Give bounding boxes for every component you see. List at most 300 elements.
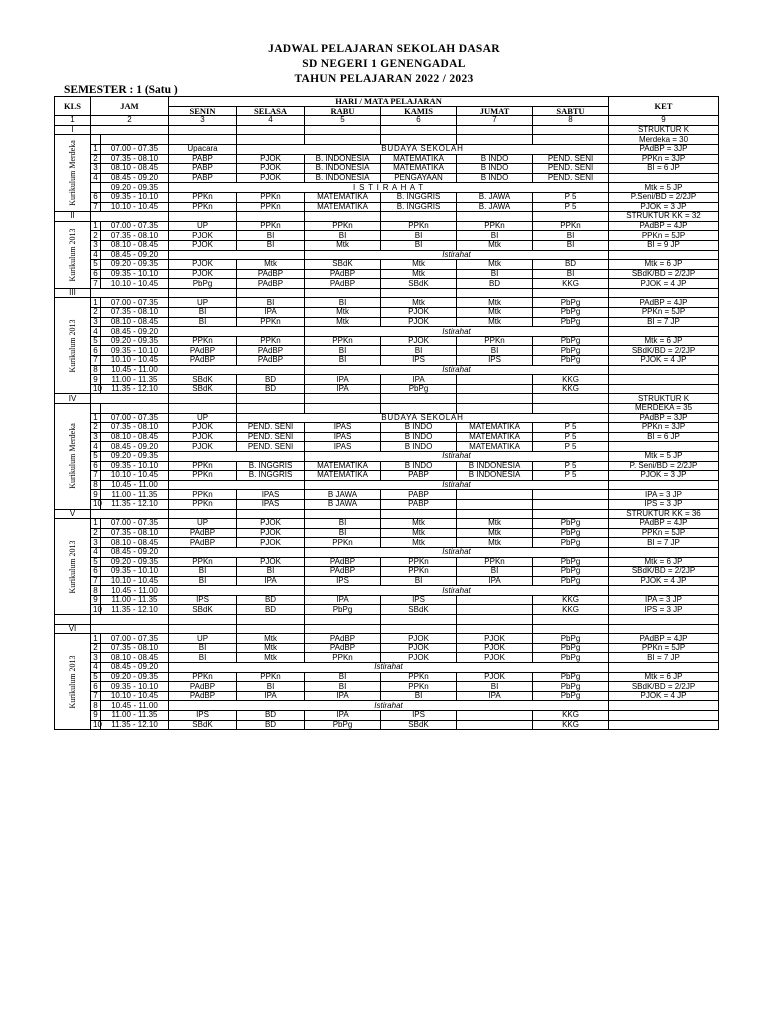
subject-cell: BI (381, 231, 457, 241)
subject-cell: PbPg (533, 691, 609, 701)
blank-cell (237, 615, 305, 625)
subject-cell: PPKn (237, 672, 305, 682)
subject-cell: Mtk (305, 240, 381, 250)
schedule-row (55, 691, 719, 701)
subject-cell (457, 595, 533, 605)
ket-cell: BI = 7 JP (609, 538, 719, 548)
subject-cell: PbPg (533, 356, 609, 366)
subject-cell: PJOK (237, 519, 305, 529)
kurikulum-label: Kurikulum Merdeka (67, 140, 77, 207)
subject-cell: Mtk (381, 260, 457, 270)
schedule-row (55, 260, 719, 270)
ket-cell: PPKn = 5JP (609, 308, 719, 318)
istirahat-cell: Istirahat (305, 327, 609, 337)
ket-cell (609, 375, 719, 385)
period-number: 8 (91, 701, 101, 711)
blank-cell (609, 615, 719, 625)
col-number: 7 (457, 116, 533, 126)
subject-cell: IPS (169, 595, 237, 605)
period-number: 9 (91, 375, 101, 385)
schedule-row (55, 240, 719, 250)
budaya-sekolah-cell: BUDAYA SEKOLAH (237, 144, 609, 154)
ket-cell: Mtk = 5 JP (609, 451, 719, 461)
subject-cell: PPKn (381, 567, 457, 577)
col-number: 6 (381, 116, 457, 126)
subject-cell: IPS (457, 356, 533, 366)
subject-cell: B INDO (381, 432, 457, 442)
blank-cell (169, 509, 237, 519)
period-time: 11.00 - 11.35 (101, 711, 169, 721)
subject-cell: IPS (381, 356, 457, 366)
period-time: 11.00 - 11.35 (101, 375, 169, 385)
ket-cell: PPKn = 5JP (609, 643, 719, 653)
subject-cell: PJOK (169, 260, 237, 270)
subject-cell: PAdBP (237, 269, 305, 279)
istirahat-cell: Istirahat (305, 365, 609, 375)
period-time: 10.10 - 10.45 (101, 576, 169, 586)
subject-cell: PAdBP (237, 356, 305, 366)
blank-cell (457, 394, 533, 404)
period-number: 7 (91, 202, 101, 212)
subject-cell: P 5 (533, 442, 609, 452)
subject-cell: UP (169, 519, 237, 529)
period-number: 5 (91, 451, 101, 461)
subject-cell: Mtk (457, 528, 533, 538)
subject-cell: PPKn (237, 336, 305, 346)
subject-cell: BD (457, 279, 533, 289)
kurikulum-label: Kurikulum 2013 (67, 540, 77, 594)
subject-cell: SBdK (169, 375, 237, 385)
subject-cell (457, 720, 533, 730)
period-time: 11.35 - 12.10 (101, 384, 169, 394)
subject-cell: BI (381, 691, 457, 701)
class-name: I (55, 125, 91, 135)
subject-cell: Mtk (457, 317, 533, 327)
subject-cell: PPKn (381, 682, 457, 692)
schedule-row (55, 404, 719, 414)
day-header: RABU (305, 106, 381, 116)
subject-cell: IPS (169, 711, 237, 721)
subject-cell: PbPg (305, 720, 381, 730)
period-number: 3 (91, 538, 101, 548)
subject-cell: PbPg (381, 384, 457, 394)
subject-cell: UP (169, 298, 237, 308)
subject-cell: PAdBP (169, 691, 237, 701)
period-number (91, 135, 101, 145)
ket-cell: PJOK = 4 JP (609, 576, 719, 586)
kurikulum-cell (55, 404, 91, 510)
ket-cell: IPA = 3 JP (609, 490, 719, 500)
period-time: 10.45 - 11.00 (101, 586, 169, 596)
subject-cell: Mtk (457, 260, 533, 270)
col-number: 4 (237, 116, 305, 126)
ket-cell: Mtk = 5 JP (609, 183, 719, 193)
subject-cell: PABP (169, 164, 237, 174)
subject-cell: B. INDONESIA (305, 154, 381, 164)
blank-cell (55, 615, 91, 625)
subject-cell: PbPg (533, 672, 609, 682)
blank-cell (457, 624, 533, 634)
class-title-row (55, 288, 719, 298)
subject-cell: PJOK (381, 308, 457, 318)
schedule-row (55, 576, 719, 586)
subject-cell: PPKn (457, 336, 533, 346)
subject-cell: PAdBP (305, 643, 381, 653)
subject-cell: Mtk (237, 643, 305, 653)
subject-cell: Mtk (237, 634, 305, 644)
blank-cell (169, 212, 237, 222)
subject-cell (533, 490, 609, 500)
blank-cell (169, 125, 237, 135)
period-time: 08.45 - 09.20 (101, 547, 169, 557)
class-title-row (55, 509, 719, 519)
subject-cell: BI (457, 231, 533, 241)
subject-cell: B. INGGRIS (381, 192, 457, 202)
subject-cell: PEND. SENI (237, 432, 305, 442)
blank-cell (305, 624, 381, 634)
period-time: 09.20 - 09.35 (101, 183, 169, 193)
period-number: 6 (91, 269, 101, 279)
subject-cell: IPS (381, 711, 457, 721)
subject-cell: PAdBP (305, 634, 381, 644)
subject-cell: P 5 (533, 432, 609, 442)
period-time: 07.35 - 08.10 (101, 231, 169, 241)
subject-cell: PAdBP (237, 346, 305, 356)
subject-cell: MATEMATIKA (305, 202, 381, 212)
period-time: 10.10 - 10.45 (101, 471, 169, 481)
ket-cell: Mtk = 6 JP (609, 260, 719, 270)
class-title-row (55, 212, 719, 222)
day-header: KAMIS (381, 106, 457, 116)
title-line-3: TAHUN PELAJARAN 2022 / 2023 (294, 73, 474, 85)
subject-cell: BI (237, 682, 305, 692)
class-name: V (55, 509, 91, 519)
subject-cell: PPKn (381, 672, 457, 682)
subject-cell: PJOK (381, 643, 457, 653)
period-time: 08.10 - 08.45 (101, 538, 169, 548)
ket-cell (609, 547, 719, 557)
subject-cell: PJOK (381, 336, 457, 346)
period-time: 09.35 - 10.10 (101, 567, 169, 577)
subject-cell: PJOK (457, 643, 533, 653)
period-number: 1 (91, 221, 101, 231)
schedule-row (55, 221, 719, 231)
subject-cell: IPAS (305, 432, 381, 442)
subject-cell (381, 135, 457, 145)
ket-cell (609, 701, 719, 711)
subject-cell: B. INGGRIS (237, 461, 305, 471)
day-header: SELASA (237, 106, 305, 116)
subject-cell: SBdK (169, 720, 237, 730)
period-time: 08.10 - 08.45 (101, 164, 169, 174)
period-time: 07.35 - 08.10 (101, 423, 169, 433)
period-number: 6 (91, 682, 101, 692)
class-name: IV (55, 394, 91, 404)
schedule-row (55, 519, 719, 529)
schedule-row (55, 202, 719, 212)
blank-cell (457, 125, 533, 135)
subject-cell (533, 135, 609, 145)
period-number: 3 (91, 164, 101, 174)
schedule-row (55, 461, 719, 471)
ket-cell: BI = 6 JP (609, 432, 719, 442)
schedule-row (55, 547, 719, 557)
ket-cell: PAdBP = 4JP (609, 634, 719, 644)
subject-cell: B INDONESIA (457, 461, 533, 471)
period-time: 08.10 - 08.45 (101, 432, 169, 442)
schedule-row (55, 480, 719, 490)
subject-cell: Mtk (381, 269, 457, 279)
subject-cell (457, 375, 533, 385)
ket-cell (609, 663, 719, 673)
blank-cell (91, 394, 169, 404)
ket-cell: Merdeka = 30 (609, 135, 719, 145)
blank-cell (457, 212, 533, 222)
period-time: 09.20 - 09.35 (101, 672, 169, 682)
subject-cell: PPKn (381, 221, 457, 231)
col-number: 8 (533, 116, 609, 126)
kurikulum-label: Kurikulum Merdeka (67, 423, 77, 490)
subject-cell (533, 499, 609, 509)
subject-cell: PJOK (237, 164, 305, 174)
blank-cell (169, 365, 305, 375)
subject-cell: PPKn (381, 557, 457, 567)
subject-cell: BI (381, 346, 457, 356)
subject-cell: PEND. SENI (237, 442, 305, 452)
subject-cell: IPS (305, 576, 381, 586)
subject-cell: B. INDONESIA (305, 164, 381, 174)
subject-cell: PJOK (457, 653, 533, 663)
subject-cell: BD (533, 260, 609, 270)
subject-cell: Mtk (457, 308, 533, 318)
istirahat-cell: Istirahat (169, 663, 609, 673)
col-ket-header: KET (609, 97, 719, 116)
subject-cell: B. JAWA (457, 202, 533, 212)
blank-cell (305, 394, 381, 404)
period-time (101, 135, 169, 145)
subject-cell (169, 404, 237, 414)
schedule-row (55, 682, 719, 692)
subject-cell: PPKn (169, 202, 237, 212)
blank-cell (381, 394, 457, 404)
period-time: 07.35 - 08.10 (101, 528, 169, 538)
subject-cell: BI (381, 576, 457, 586)
subject-cell: PPKn (237, 221, 305, 231)
subject-cell: PABP (381, 471, 457, 481)
subject-cell: B. INGGRIS (381, 202, 457, 212)
subject-cell: PPKn (305, 653, 381, 663)
schedule-row (55, 154, 719, 164)
subject-cell: PJOK (169, 442, 237, 452)
ket-cell (609, 720, 719, 730)
subject-cell: B INDO (381, 461, 457, 471)
period-time: 08.10 - 08.45 (101, 240, 169, 250)
subject-cell: Mtk (381, 528, 457, 538)
blank-cell (533, 125, 609, 135)
subject-cell: P 5 (533, 192, 609, 202)
subject-cell: B INDO (381, 423, 457, 433)
subject-cell (305, 135, 381, 145)
subject-cell: SBdK (305, 260, 381, 270)
subject-cell: PAdBP (237, 279, 305, 289)
subject-cell: IPA (237, 576, 305, 586)
subject-cell: BI (457, 567, 533, 577)
blank-cell (305, 288, 381, 298)
schedule-table (54, 96, 719, 730)
subject-cell: SBdK (169, 605, 237, 615)
ket-cell (609, 624, 719, 634)
schedule-row (55, 605, 719, 615)
blank-cell (237, 288, 305, 298)
subject-cell: PJOK (381, 634, 457, 644)
blank-cell (169, 615, 237, 625)
subject-cell: P 5 (533, 423, 609, 433)
period-time: 09.35 - 10.10 (101, 461, 169, 471)
schedule-row (55, 471, 719, 481)
period-number: 5 (91, 260, 101, 270)
ket-cell (609, 288, 719, 298)
ket-cell (609, 365, 719, 375)
period-time: 07.35 - 08.10 (101, 154, 169, 164)
subject-cell: PbPg (533, 557, 609, 567)
subject-cell: BI (533, 269, 609, 279)
subject-cell: Mtk (381, 519, 457, 529)
schedule-row (55, 173, 719, 183)
blank-cell (381, 509, 457, 519)
subject-cell (237, 135, 305, 145)
period-number: 3 (91, 653, 101, 663)
ket-cell: BI = 6 JP (609, 164, 719, 174)
period-time: 09.35 - 10.10 (101, 682, 169, 692)
subject-cell: P 5 (533, 461, 609, 471)
kurikulum-label: Kurikulum 2013 (67, 319, 77, 373)
subject-cell: MATEMATIKA (305, 192, 381, 202)
blank-cell (169, 327, 305, 337)
subject-cell: Mtk (457, 298, 533, 308)
subject-cell: Mtk (305, 317, 381, 327)
subject-cell (457, 711, 533, 721)
schedule-row (55, 365, 719, 375)
subject-cell: B. INGGRIS (237, 471, 305, 481)
blank-cell (169, 288, 237, 298)
schedule-row (55, 375, 719, 385)
subject-cell: PbPg (533, 528, 609, 538)
subject-cell: PbPg (533, 653, 609, 663)
period-time: 10.10 - 10.45 (101, 202, 169, 212)
title-line-2: SD NEGERI 1 GENENGADAL (302, 58, 466, 70)
period-number: 6 (91, 346, 101, 356)
schedule-row (55, 192, 719, 202)
period-time: 09.35 - 10.10 (101, 346, 169, 356)
ket-cell: Mtk = 6 JP (609, 557, 719, 567)
subject-cell: BI (457, 269, 533, 279)
ket-cell (609, 250, 719, 260)
subject-cell: B JAWA (305, 499, 381, 509)
period-number: 10 (91, 384, 101, 394)
schedule-row (55, 586, 719, 596)
subject-cell: PPKn (237, 317, 305, 327)
subject-cell: MATEMATIKA (457, 432, 533, 442)
schedule-row (55, 144, 719, 154)
subject-cell: KKG (533, 279, 609, 289)
subject-cell: PbPg (305, 605, 381, 615)
subject-cell: PbPg (533, 346, 609, 356)
period-number: 1 (91, 634, 101, 644)
subject-cell: Mtk (237, 260, 305, 270)
period-time: 09.20 - 09.35 (101, 451, 169, 461)
subject-cell: IPA (305, 691, 381, 701)
subject-cell: PbPg (533, 538, 609, 548)
subject-cell: PPKn (169, 499, 237, 509)
subject-cell: KKG (533, 384, 609, 394)
subject-cell: PbPg (533, 519, 609, 529)
period-time: 10.45 - 11.00 (101, 365, 169, 375)
kurikulum-cell (55, 135, 91, 212)
subject-cell (457, 384, 533, 394)
blank-cell (169, 480, 305, 490)
blank-cell (457, 509, 533, 519)
subject-cell: MATEMATIKA (457, 442, 533, 452)
ket-cell: IPS = 3 JP (609, 499, 719, 509)
subject-cell: BD (237, 605, 305, 615)
kurikulum-cell (55, 221, 91, 288)
ket-cell (609, 327, 719, 337)
subject-cell: PAdBP (169, 538, 237, 548)
schedule-row (55, 643, 719, 653)
subject-cell: Mtk (381, 298, 457, 308)
blank-cell (457, 615, 533, 625)
blank-cell (237, 125, 305, 135)
ket-cell: SBdK/BD = 2/2JP (609, 682, 719, 692)
subject-cell: MATEMATIKA (305, 471, 381, 481)
schedule-row (55, 538, 719, 548)
ket-cell: MERDEKA = 35 (609, 404, 719, 414)
ket-cell: Mtk = 6 JP (609, 672, 719, 682)
subject-cell: B INDO (457, 154, 533, 164)
schedule-row (55, 451, 719, 461)
period-number (91, 404, 101, 414)
subject-cell: Mtk (381, 538, 457, 548)
schedule-row (55, 442, 719, 452)
subject-cell: BI (305, 519, 381, 529)
period-time: 09.20 - 09.35 (101, 260, 169, 270)
period-number: 4 (91, 173, 101, 183)
period-number: 2 (91, 528, 101, 538)
blank-cell (237, 509, 305, 519)
subject-cell: PENGAYAAN (381, 173, 457, 183)
subject-cell: BD (237, 720, 305, 730)
subject-cell: BD (237, 595, 305, 605)
subject-cell: Mtk (457, 519, 533, 529)
subject-cell (237, 404, 305, 414)
subject-cell: PJOK (169, 269, 237, 279)
blank-row (55, 615, 719, 625)
period-number: 3 (91, 317, 101, 327)
ket-cell: BI = 7 JP (609, 653, 719, 663)
ket-cell (609, 384, 719, 394)
subject-cell: BD (237, 711, 305, 721)
period-time: 07.00 - 07.35 (101, 221, 169, 231)
period-time: 08.45 - 09.20 (101, 250, 169, 260)
subject-cell: KKG (533, 375, 609, 385)
blank-cell (91, 624, 169, 634)
period-number: 7 (91, 576, 101, 586)
ket-cell: PAdBP = 3JP (609, 413, 719, 423)
subject-cell: PbPg (533, 298, 609, 308)
ket-cell (609, 586, 719, 596)
subject-cell: PJOK (169, 423, 237, 433)
subject-cell: PAdBP (305, 557, 381, 567)
